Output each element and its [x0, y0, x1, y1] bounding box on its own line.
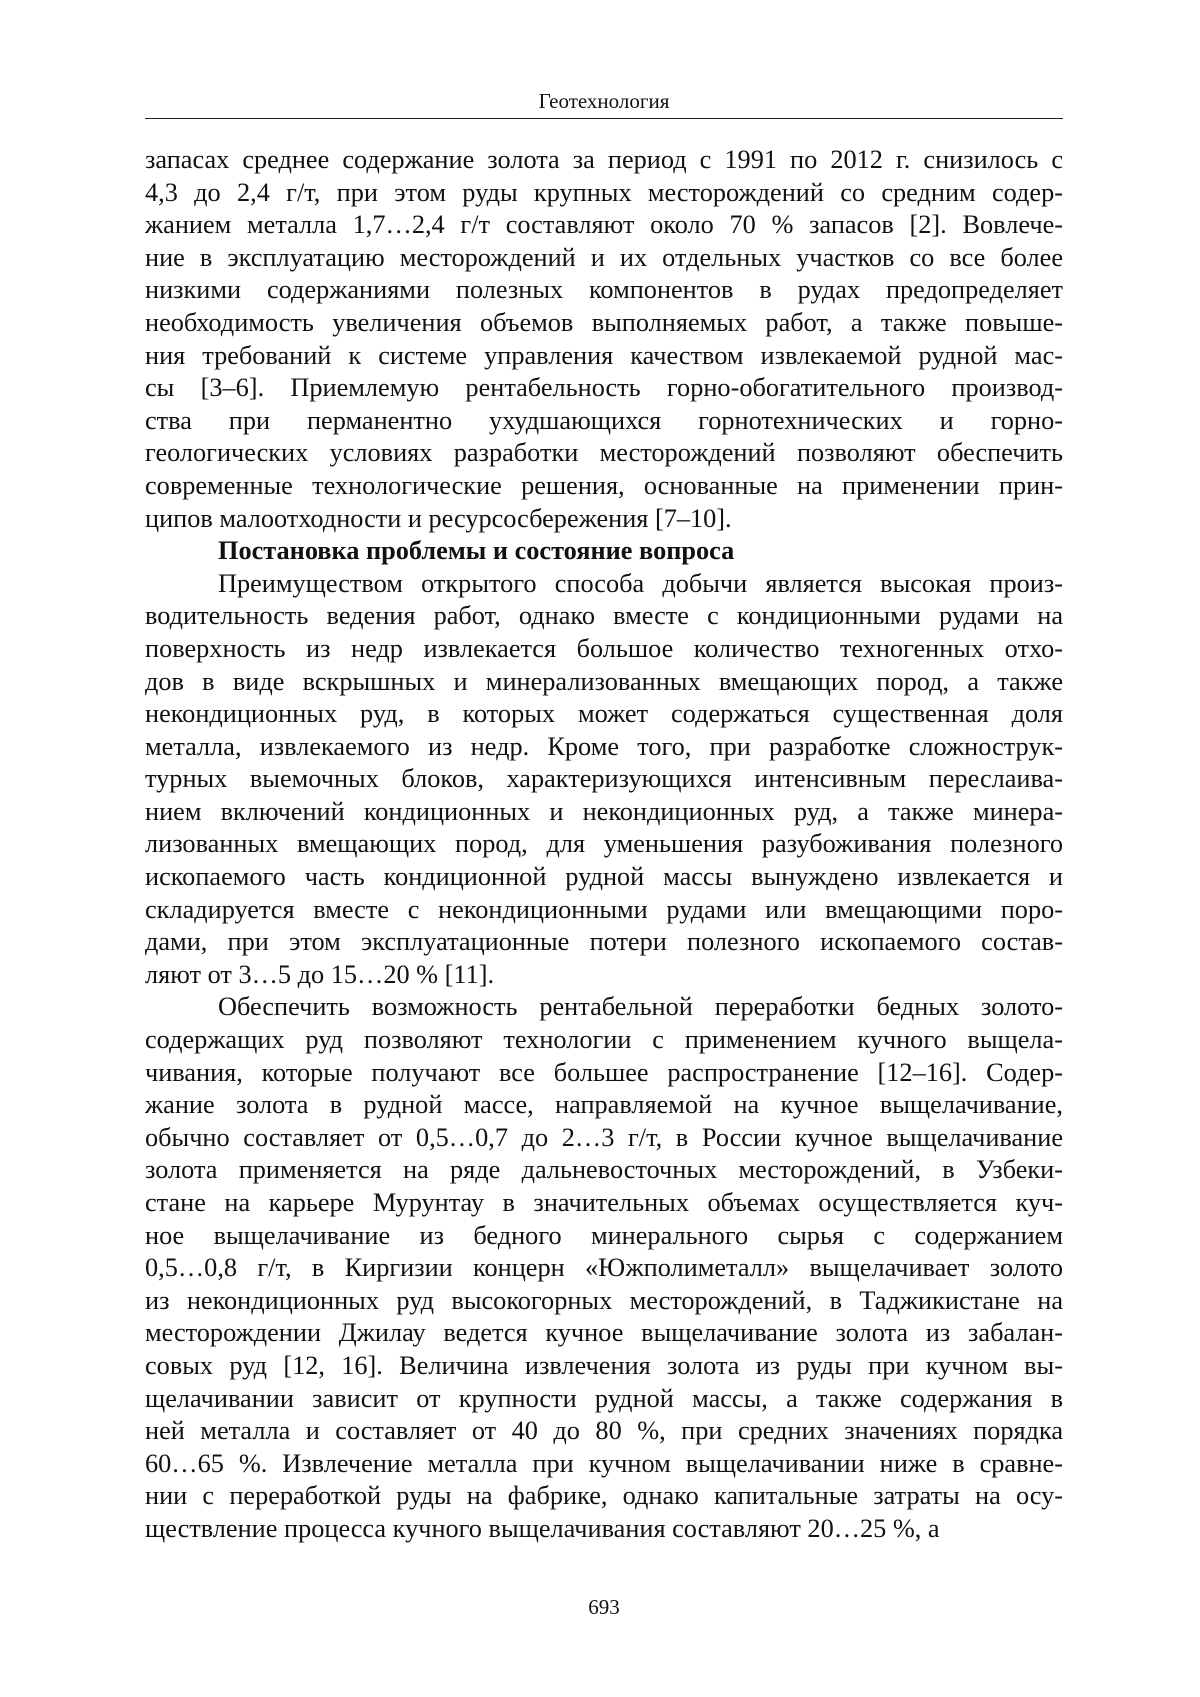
text-line: Обеспечить возможность рентабельной переработки бедных золото- — [218, 992, 1063, 1022]
text-line: 4,3 до 2,4 г/т, при этом руды крупных месторождений со средним содер- — [145, 177, 1063, 207]
text-line: ней металла и составляет от 40 до 80 %, при средних значениях порядка — [145, 1416, 1063, 1446]
text-line: ства при перманентно ухудшающихся горнотехнических и горно- — [145, 405, 1063, 435]
page-number: 693 — [588, 1595, 620, 1619]
text-line: современные технологические решения, основанные на применении прин- — [145, 470, 1063, 500]
text-line: запасах среднее содержание золота за период с 1991 по 2012 г. снизилось с — [145, 145, 1063, 174]
header-rule — [145, 118, 1063, 119]
text-line: стане на карьере Мурунтау в значительных объемах осуществляется куч- — [145, 1188, 1063, 1217]
text-line: Преимуществом открытого способа добычи является высокая произ- — [218, 568, 1063, 598]
text-line: совых руд [12, 16]. Величина извлечения золота из руды при кучном вы- — [145, 1350, 1063, 1380]
text-line: ния требований к системе управления качеством извлекаемой рудной мас- — [145, 340, 1063, 370]
body-text — [145, 144, 1063, 1546]
text-line: жание золота в рудной массе, направляемой на кучное выщелачивание, — [145, 1090, 1063, 1120]
text-line: из некондиционных руд высокогорных месторождений, в Таджикистане на — [145, 1285, 1063, 1315]
text-line: 0,5…0,8 г/т, в Киргизии концерн «Южполиметалл» выщелачивает золото — [145, 1253, 1063, 1283]
text-line: содержащих руд позволяют технологии с применением кучного выщела- — [145, 1025, 1063, 1055]
text-line: щелачивании зависит от крупности рудной массы, а также содержания в — [145, 1383, 1063, 1413]
paragraph-2 — [145, 568, 1063, 992]
text-line: жанием металла 1,7…2,4 г/т составляют около 70 % запасов [2]. Вовлече- — [145, 210, 1063, 240]
text-line: золота применяется на ряде дальневосточных месторождений, в Узбеки- — [145, 1155, 1063, 1185]
text-line: дов в виде вскрышных и минерализованных вмещающих пород, а также — [145, 666, 1063, 696]
text-line: чивания, которые получают все большее распространение [12–16]. Содер- — [145, 1057, 1063, 1087]
text-line: необходимость увеличения объемов выполняемых работ, а также повыше- — [145, 307, 1063, 337]
text-line: ципов малоотходности и ресурсосбережения [7–10]. — [145, 503, 732, 533]
text-line: складируется вместе с некондиционными рудами или вмещающими поро- — [145, 894, 1063, 924]
text-line: обычно составляет от 0,5…0,7 до 2…3 г/т, в России кучное выщелачивание — [145, 1122, 1063, 1152]
paragraph-1 — [145, 144, 1063, 535]
text-line: поверхность из недр извлекается большое количество техногенных отхо- — [145, 633, 1063, 663]
text-line: нием включений кондиционных и некондиционных руд, а также минера- — [145, 796, 1063, 826]
text-line: сы [3–6]. Приемлемую рентабельность горно-обогатительного производ- — [145, 373, 1063, 403]
text-line: геологических условиях разработки месторождений позволяют обеспечить — [145, 438, 1063, 468]
text-line: лизованных вмещающих пород, для уменьшения разубоживания полезного — [145, 829, 1063, 859]
running-header: Геотехнология — [538, 89, 670, 113]
text-line: низкими содержаниями полезных компонентов в рудах предопределяет — [145, 275, 1063, 305]
text-line: ископаемого часть кондиционной рудной массы вынуждено извлекается и — [145, 862, 1063, 892]
text-line: 60…65 %. Извлечение металла при кучном выщелачивании ниже в сравне- — [145, 1448, 1063, 1478]
text-line: ляют от 3…5 до 15…20 % [11]. — [145, 959, 495, 989]
text-line: ное выщелачивание из бедного минерального сырья с содержанием — [145, 1220, 1063, 1250]
text-line: дами, при этом эксплуатационные потери полезного ископаемого состав- — [145, 927, 1063, 957]
text-line: некондиционных руд, в которых может содержаться существенная доля — [145, 699, 1063, 729]
text-line: водительность ведения работ, однако вместе с кондиционными рудами на — [145, 601, 1063, 631]
text-line: месторождении Джилау ведется кучное выщелачивание золота из забалан- — [145, 1318, 1063, 1348]
paragraph-3 — [145, 991, 1063, 1545]
text-line: металла, извлекаемого из недр. Кроме того, при разработке сложнострук- — [145, 731, 1063, 761]
text-line: ществление процесса кучного выщелачивания составляют 20…25 %, а — [145, 1513, 940, 1543]
text-line: ние в эксплуатацию месторождений и их отдельных участков со все более — [145, 242, 1063, 272]
section-heading: Постановка проблемы и состояние вопроса — [218, 536, 735, 566]
text-line: нии с переработкой руды на фабрике, однако капитальные затраты на осу- — [145, 1481, 1063, 1511]
text-line: турных выемочных блоков, характеризующихся интенсивным переслаива- — [145, 764, 1063, 794]
